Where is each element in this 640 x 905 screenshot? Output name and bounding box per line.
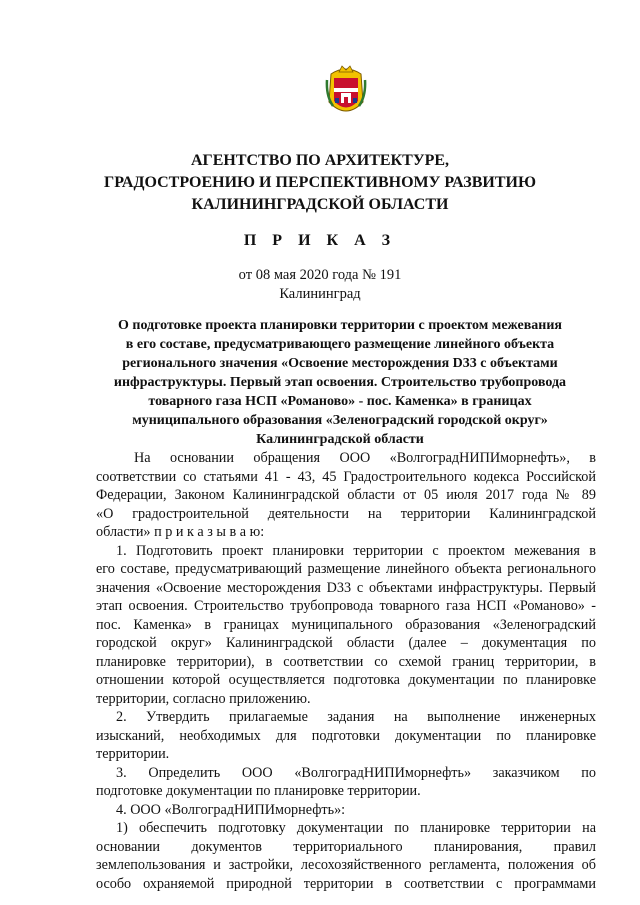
body-line: основании документов территориального планирования, правил [96, 838, 596, 855]
agency-name [0, 150, 640, 216]
subject-line: инфраструктуры. Первый этап освоения. Строительство трубопровода [113, 375, 567, 390]
body-line: этап освоения. Строительство трубопровода товарного газа НСП «Романово» - [96, 598, 596, 614]
body-line: особо охраняемой природной территории в соответствии с программами [96, 875, 596, 892]
body-line: 2. Утвердить прилагаемые задания на выполнение инженерных [116, 709, 596, 725]
subject-line: товарного газа НСП «Романово» - пос. Каменка» в границах [148, 394, 532, 409]
body-line: отношении которой осуществляется подготовка документации по планировке [96, 672, 596, 688]
body-line: его составе, предусматривающий размещение линейного объекта регионального [96, 561, 596, 577]
date-block [0, 266, 640, 304]
body-line: пос. Каменка» в границах муниципального образования «Зеленоградский [96, 616, 596, 633]
order-subject [100, 316, 580, 449]
city: Калининград [279, 286, 361, 302]
agency-line: КАЛИНИНГРАДСКОЙ ОБЛАСТИ [191, 196, 449, 213]
document-type-title: П Р И К А З [243, 232, 397, 249]
body-line: 1) обеспечить подготовку документации по планировке территории на [116, 820, 596, 836]
body-line: значения «Освоение месторождения D33 с объектами инфраструктуры. Первый [96, 579, 596, 596]
body-line: 3. Определить ООО «ВолгоградНИПИморнефть» заказчиком по [116, 764, 596, 781]
body-line: «О градостроительной деятельности на территории Калининградской [96, 505, 596, 522]
body-line: территории, согласно приложению. [96, 690, 311, 707]
body-line: соответствии со статьями 41 - 43, 45 Градостроительного кодекса Российской [96, 468, 596, 485]
body-line: Федерации, Законом Калининградской области от 05 июля 2017 года № 89 [96, 487, 596, 503]
subject-line: регионального значения «Освоение месторождения D33 с объектами [122, 356, 558, 371]
coat-of-arms-icon [325, 62, 367, 120]
body-line: землепользования и застройки, лесохозяйственного регламента, положения об [96, 857, 596, 873]
body-line: 1. Подготовить проект планировки территории с проектом межевания в [116, 542, 596, 559]
body-line: области» п р и к а з ы в а ю: [96, 524, 265, 540]
subject-line: Калининградской области [256, 432, 424, 447]
body-line: планировке территории), в соответствии со схемой границ территории, в [96, 653, 596, 670]
subject-line: в его составе, предусматривающего размещение линейного объекта [125, 337, 555, 352]
order-body [96, 449, 596, 893]
body-line: территории. [96, 746, 170, 762]
body-line: подготовке документации по планировке территории. [96, 783, 421, 799]
body-line: 4. ООО «ВолгоградНИПИморнефть»: [116, 801, 346, 818]
body-line: городской округ» Калининградской области (далее – документация по [96, 635, 596, 651]
agency-line: ГРАДОСТРОЕНИЮ И ПЕРСПЕКТИВНОМУ РАЗВИТИЮ [104, 174, 536, 191]
date-number: от 08 мая 2020 года № 191 [238, 267, 402, 283]
body-line: изысканий, необходимых для подготовки документации по планировке [96, 727, 596, 744]
subject-line: О подготовке проекта планировки территории с проектом межевания [117, 318, 562, 333]
body-line: На основании обращения ООО «ВолгоградНИПИморнефть», в [134, 450, 596, 466]
agency-line: АГЕНТСТВО ПО АРХИТЕКТУРЕ, [190, 152, 450, 169]
subject-line: муниципального образования «Зеленоградский городской округ» [132, 413, 548, 428]
